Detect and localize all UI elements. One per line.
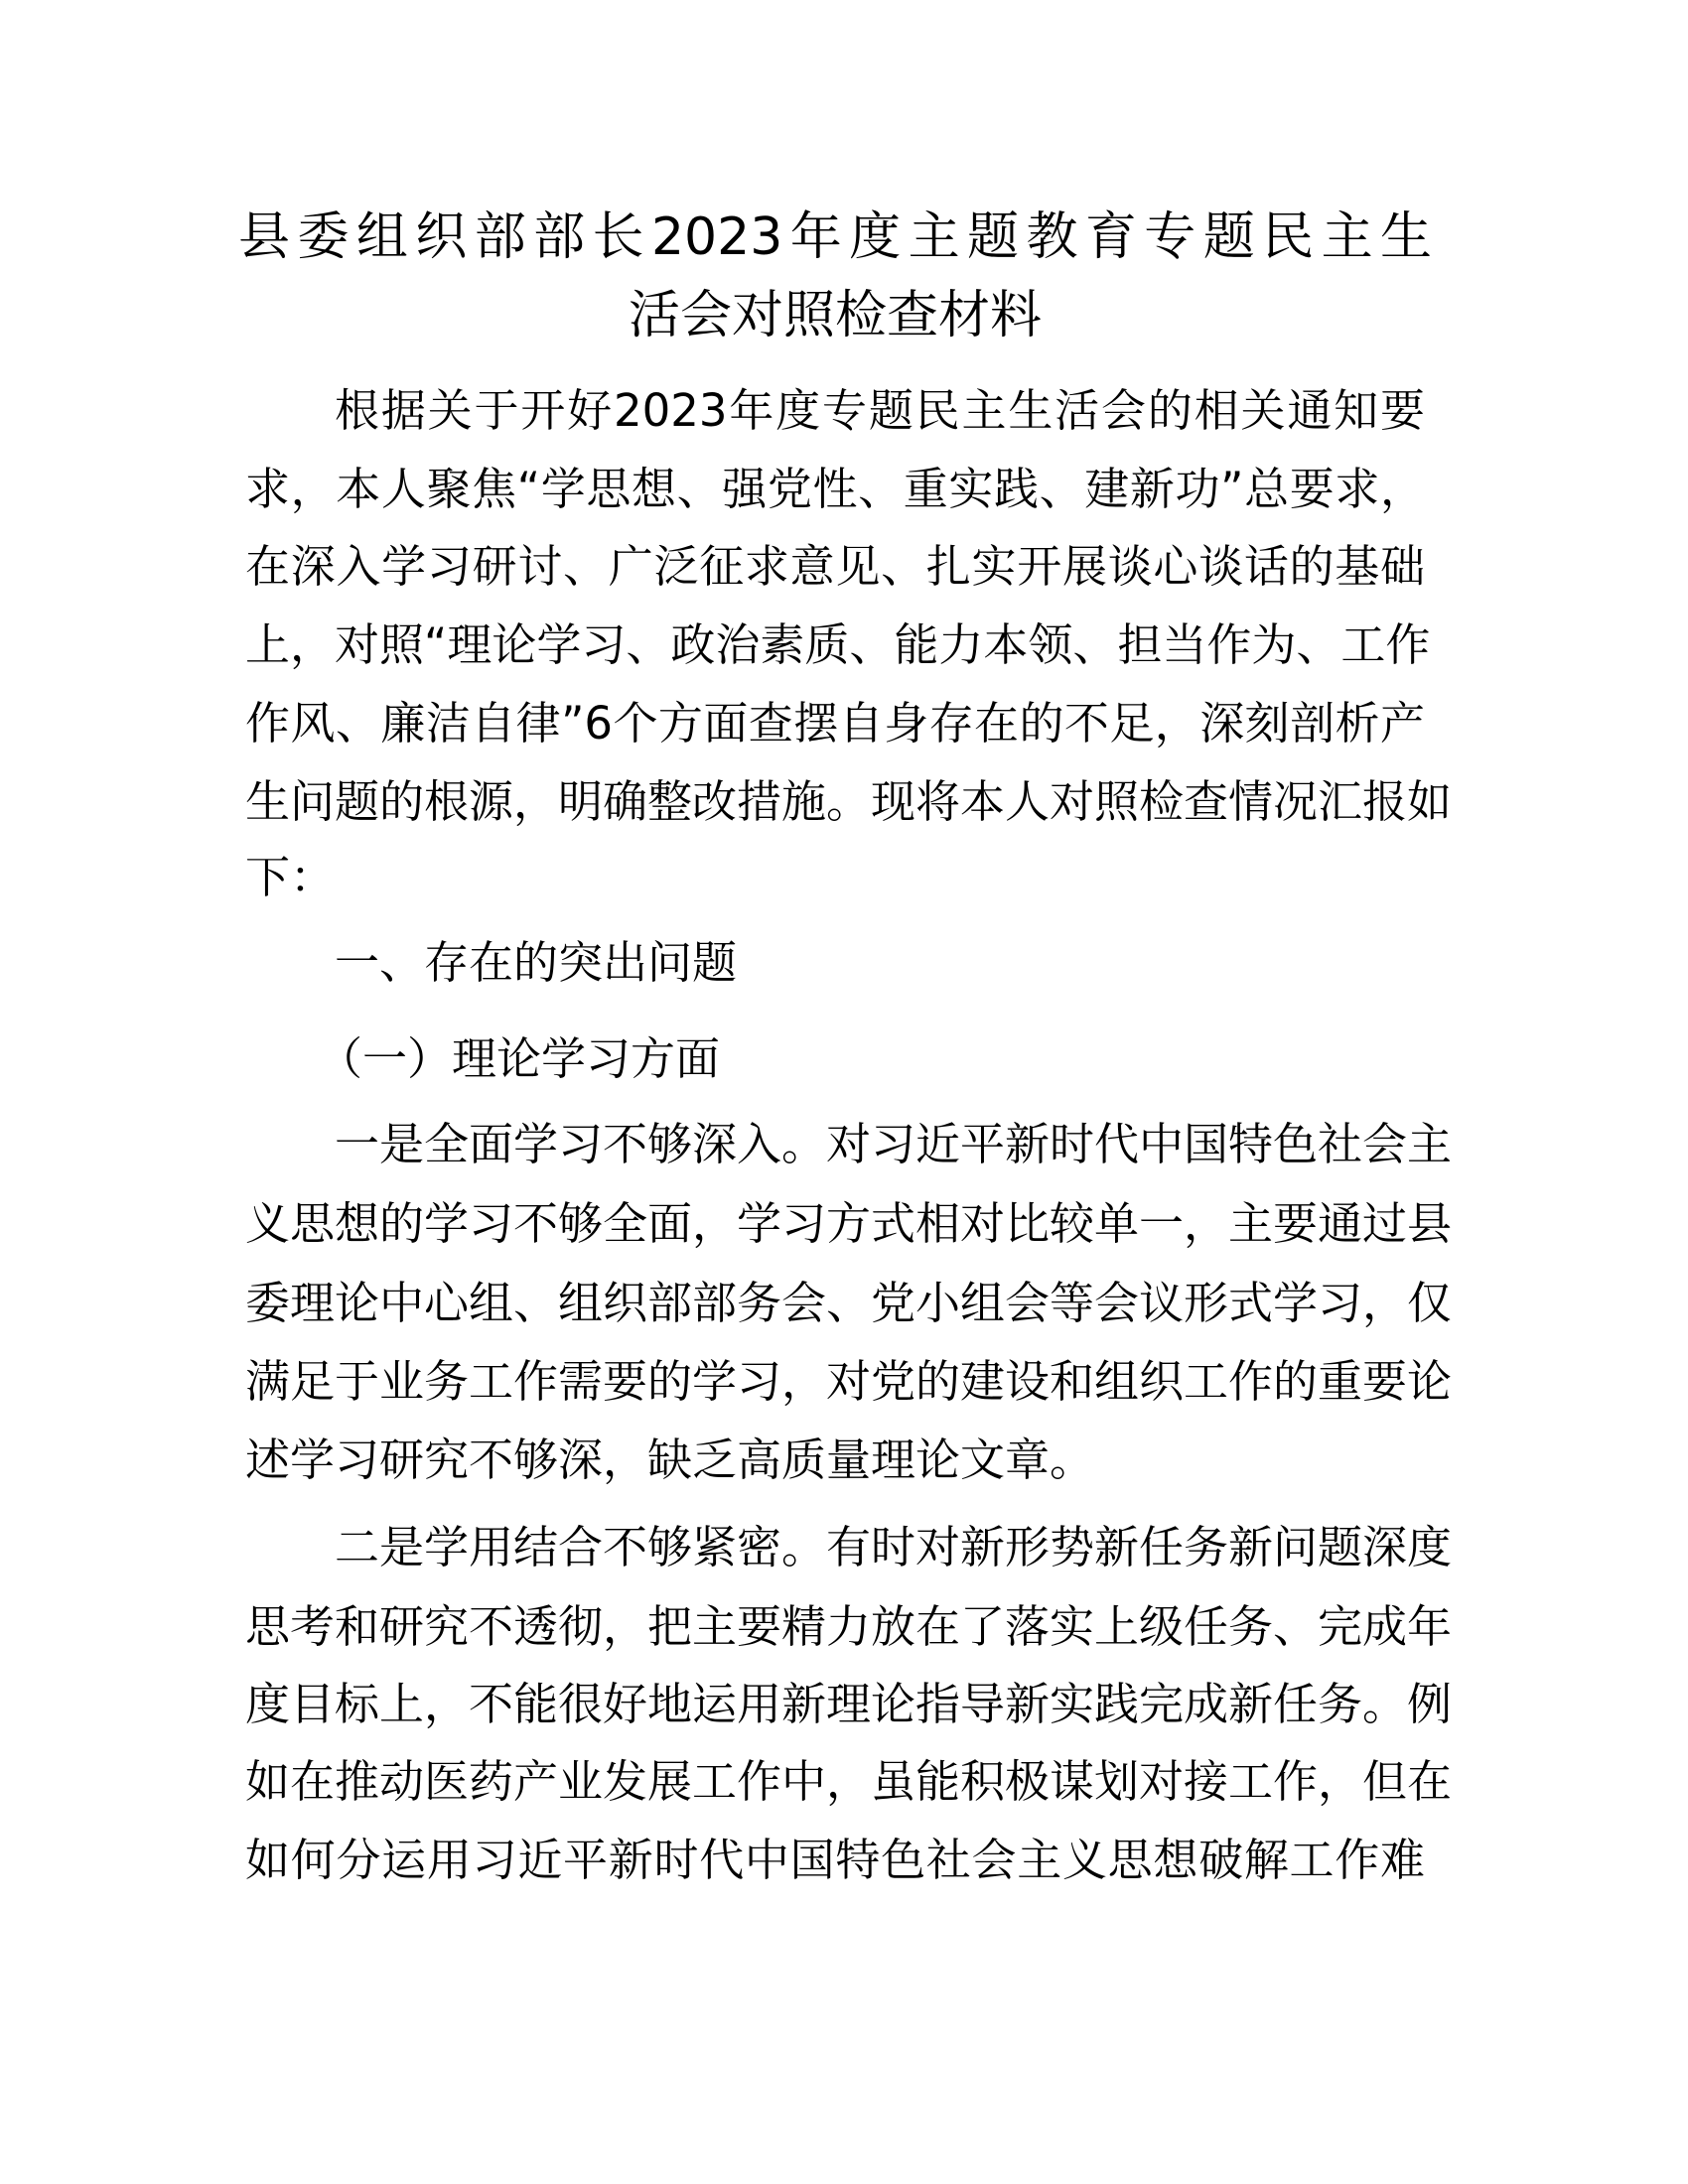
intro-line: 在深入学习研讨、广泛征求意见、扎实开展谈心谈话的基础 [245,540,1425,593]
paragraph-line: 一是全面学习不够深入。对习近平新时代中国特色社会主 [335,1118,1453,1170]
intro-line: 上，对照“理论学习、政治素质、能力本领、担当作为、工作 [245,618,1431,671]
paragraph-line: 如在推动医药产业发展工作中，虽能积极谋划对接工作，但在 [245,1755,1453,1808]
intro-line: 生问题的根源，明确整改措施。现将本人对照检查情况汇报如 [245,775,1453,828]
paragraph-line: 义思想的学习不够全面，学习方式相对比较单一，主要通过县 [245,1197,1453,1250]
paragraph-line: 如何分运用习近平新时代中国特色社会主义思想破解工作难 [245,1834,1425,1886]
subsection-heading: （一）理论学习方面 [318,1032,721,1085]
section-heading: 一、存在的突出问题 [335,936,738,989]
intro-line: 根据关于开好2023年度专题民主生活会的相关通知要 [335,384,1425,437]
paragraph-line: 二是学用结合不够紧密。有时对新形势新任务新问题深度 [335,1521,1453,1573]
paragraph-line: 思考和研究不透彻，把主要精力放在了落实上级任务、完成年 [245,1600,1453,1653]
intro-line: 求，本人聚焦“学思想、强党性、重实践、建新功”总要求， [245,463,1425,515]
paragraph-line: 满足于业务工作需要的学习，对党的建设和组织工作的重要论 [245,1355,1453,1408]
paragraph-line: 度目标上，不能很好地运用新理论指导新实践完成新任务。例 [245,1678,1453,1730]
paragraph-line: 委理论中心组、组织部部务会、党小组会等会议形式学习，仅 [245,1277,1453,1329]
document-title-line-1: 县委组织部部长2023年度主题教育专题民主生 [238,207,1432,267]
paragraph-line: 述学习研究不够深，缺乏高质量理论文章。 [245,1433,1095,1486]
intro-line: 作风、廉洁自律”6个方面查摆自身存在的不足，深刻剖析产 [245,697,1425,750]
intro-line: 下： [245,851,336,903]
document-title-line-2: 活会对照检查材料 [628,286,1042,345]
